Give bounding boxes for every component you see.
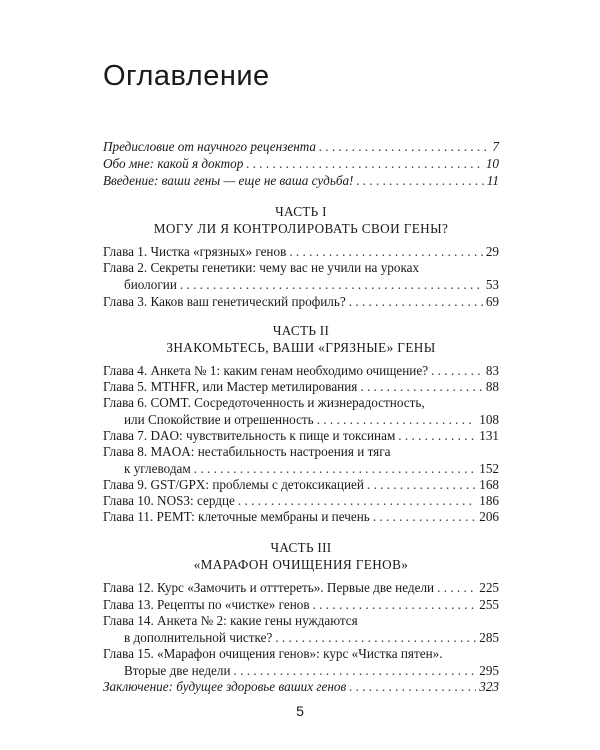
toc-entry-chapter-11[interactable]: [103, 508, 499, 525]
toc-entry-title-cont: в дополнительной чистке?: [124, 630, 273, 645]
toc-entry-page: 53: [485, 277, 499, 292]
dot-leader: [275, 629, 476, 646]
toc-entry-chapter-2[interactable]: [103, 259, 499, 276]
part-title: «МАРАФОН ОЧИЩЕНИЯ ГЕНОВ»: [193, 557, 409, 572]
toc-entry-chapter-6-cont[interactable]: [103, 411, 499, 428]
toc-entry-page: 206: [479, 509, 499, 524]
toc-entry-page: 131: [479, 428, 499, 443]
toc-entry-chapter-4[interactable]: [103, 362, 499, 379]
toc-entry-introduction[interactable]: [103, 172, 499, 189]
toc-entry-title: Глава 12. Курс «Замочить и отттереть». Первые две недели: [103, 580, 435, 595]
dot-leader: [398, 427, 476, 444]
toc-entry-chapter-3[interactable]: [103, 293, 499, 310]
dot-leader: [319, 138, 489, 155]
toc-entry-page: 285: [479, 630, 499, 645]
dot-leader: [360, 378, 482, 395]
toc-entry-title: Глава 13. Рецепты по «чистке» генов: [103, 597, 310, 612]
toc-entry-title: Глава 7. DAO: чувствительность к пище и токсинам: [103, 428, 396, 443]
dot-leader: [289, 243, 483, 260]
toc-entry-page: 323: [479, 679, 499, 694]
dot-leader: [437, 579, 476, 596]
toc-entry-page: 295: [479, 663, 499, 678]
toc-entry-chapter-7[interactable]: [103, 427, 499, 444]
toc-entry-about-me[interactable]: [103, 155, 499, 172]
dot-leader: [356, 172, 483, 189]
toc-entry-preface[interactable]: [103, 138, 499, 155]
toc-entry-title: Глава 8. MAOA: нестабильность настроения и тяга: [103, 444, 391, 459]
toc-entry-title: Глава 15. «Марафон очищения генов»: курс «Чистка пятен».: [103, 646, 443, 661]
toc-entry-title: Обо мне: какой я доктор: [103, 156, 244, 171]
dot-leader: [349, 678, 476, 695]
toc-entry-page: 83: [485, 363, 499, 378]
toc-entry-chapter-5[interactable]: [103, 378, 499, 395]
toc-entry-title: Глава 6. COMT. Сосредоточенность и жизнерадостность,: [103, 395, 425, 410]
toc-entry-page: 152: [479, 461, 499, 476]
dot-leader: [313, 596, 477, 613]
toc-entry-chapter-6[interactable]: [103, 394, 499, 411]
toc-entry-title: Глава 1. Чистка «грязных» генов: [103, 244, 287, 259]
toc-entry-chapter-1[interactable]: [103, 243, 499, 260]
toc-entry-page: 255: [479, 597, 499, 612]
part-label: ЧАСТЬ I: [275, 204, 327, 219]
page-number: 5: [296, 703, 304, 719]
dot-leader: [246, 155, 482, 172]
toc-entry-title: Введение: ваши гены — еще не ваша судьба!: [103, 173, 354, 188]
toc-entry-chapter-14-cont[interactable]: [103, 629, 499, 646]
toc-entry-page: 225: [479, 580, 499, 595]
toc-entry-title: Глава 9. GST/GPX: проблемы с детоксикацией: [103, 477, 364, 492]
part-label: ЧАСТЬ III: [270, 540, 332, 555]
part-title: ЗНАКОМЬТЕСЬ, ВАШИ «ГРЯЗНЫЕ» ГЕНЫ: [166, 340, 436, 355]
dot-leader: [180, 276, 483, 293]
dot-leader: [431, 362, 483, 379]
toc-entry-page: 88: [485, 379, 499, 394]
toc-entry-title: Глава 3. Каков ваш генетический профиль?: [103, 294, 346, 309]
dot-leader: [238, 492, 476, 509]
toc-entry-title: Глава 2. Секреты генетики: чему вас не учили на уроках: [103, 260, 420, 275]
toc-entry-chapter-15[interactable]: [103, 645, 499, 662]
toc-entry-title-cont: или Спокойствие и отрешенность: [124, 412, 314, 427]
toc-entry-page: 10: [485, 156, 499, 171]
toc-entry-chapter-10[interactable]: [103, 492, 499, 509]
toc-entry-conclusion[interactable]: [103, 678, 499, 695]
toc-entry-chapter-15-cont[interactable]: [103, 662, 499, 679]
toc-entry-title: Глава 5. MTHFR, или Мастер метилирования: [103, 379, 358, 394]
toc-entry-title: Глава 14. Анкета № 2: какие гены нуждаются: [103, 613, 358, 628]
toc-entry-title: Предисловие от научного рецензента: [103, 139, 317, 154]
toc-entry-chapter-9[interactable]: [103, 476, 499, 493]
dot-leader: [373, 508, 476, 525]
dot-leader: [317, 411, 477, 428]
toc-entry-page: 186: [479, 493, 499, 508]
toc-entry-title-cont: биологии: [124, 277, 177, 292]
toc-entry-title-cont: Вторые две недели: [124, 663, 231, 678]
dot-leader: [194, 460, 476, 477]
toc-entry-title: Глава 10. NOS3: сердце: [103, 493, 235, 508]
toc-entry-chapter-13[interactable]: [103, 596, 499, 613]
toc-entry-title: Заключение: будущее здоровье ваших генов: [103, 679, 347, 694]
toc-entry-page: 69: [485, 294, 499, 309]
part-title: МОГУ ЛИ Я КОНТРОЛИРОВАТЬ СВОИ ГЕНЫ?: [153, 221, 449, 236]
toc-entry-chapter-14[interactable]: [103, 612, 499, 629]
toc-entry-page: 168: [479, 477, 499, 492]
toc-entry-chapter-2-cont[interactable]: [103, 276, 499, 293]
toc-entry-title: Глава 4. Анкета № 1: каким генам необходимо очищение?: [103, 363, 429, 378]
dot-leader: [367, 476, 476, 493]
toc-entry-page: 108: [479, 412, 499, 427]
dot-leader: [234, 662, 477, 679]
part-label: ЧАСТЬ II: [272, 323, 330, 338]
toc-entry-title-cont: к углеводам: [124, 461, 191, 476]
toc-entry-page: 7: [492, 139, 499, 154]
toc-entry-page: 29: [485, 244, 499, 259]
toc-entry-page: 11: [486, 173, 499, 188]
toc-entry-chapter-8-cont[interactable]: [103, 460, 499, 477]
dot-leader: [349, 293, 483, 310]
toc-entry-title: Глава 11. PEMT: клеточные мембраны и печень: [103, 509, 370, 524]
toc-entry-chapter-12[interactable]: [103, 579, 499, 596]
page-title: Оглавление: [103, 60, 270, 92]
toc-entry-chapter-8[interactable]: [103, 443, 499, 460]
